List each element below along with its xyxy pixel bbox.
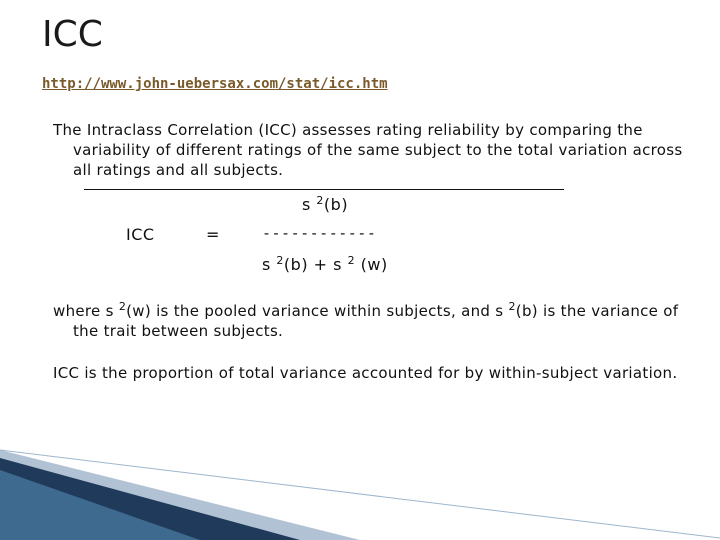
formula-lhs: ICC [126, 225, 155, 244]
formula-equals: = [206, 225, 220, 244]
divider-line [84, 189, 564, 190]
formula-denominator: s $^2$(b) + s $^2$ (w) [262, 254, 388, 274]
definition-line-1: where s $^2$(w) is the pooled variance within subjects, and s $^2$(b) is the variance of [53, 300, 679, 320]
definition-line-2: the trait between subjects. [73, 322, 284, 340]
intro-line-3: all ratings and all subjects. [73, 161, 284, 179]
reference-link[interactable]: http://www.john-uebersax.com/stat/icc.htm [42, 76, 388, 92]
slide-title: ICC [42, 14, 103, 55]
intro-line-2: variability of different ratings of the same subject to the total variation across [73, 141, 683, 159]
intro-paragraph [53, 120, 693, 180]
definition-paragraph [53, 297, 693, 341]
formula-numerator: s $^2$(b) [302, 194, 349, 214]
conclusion-paragraph: ICC is the proportion of total variance accounted for by within-subject variation. [53, 364, 678, 382]
intro-line-1: The Intraclass Correlation (ICC) assesses rating reliability by comparing the [53, 121, 643, 139]
decorative-swoosh [0, 440, 720, 540]
formula-fraction-bar: ------------ [262, 224, 377, 242]
